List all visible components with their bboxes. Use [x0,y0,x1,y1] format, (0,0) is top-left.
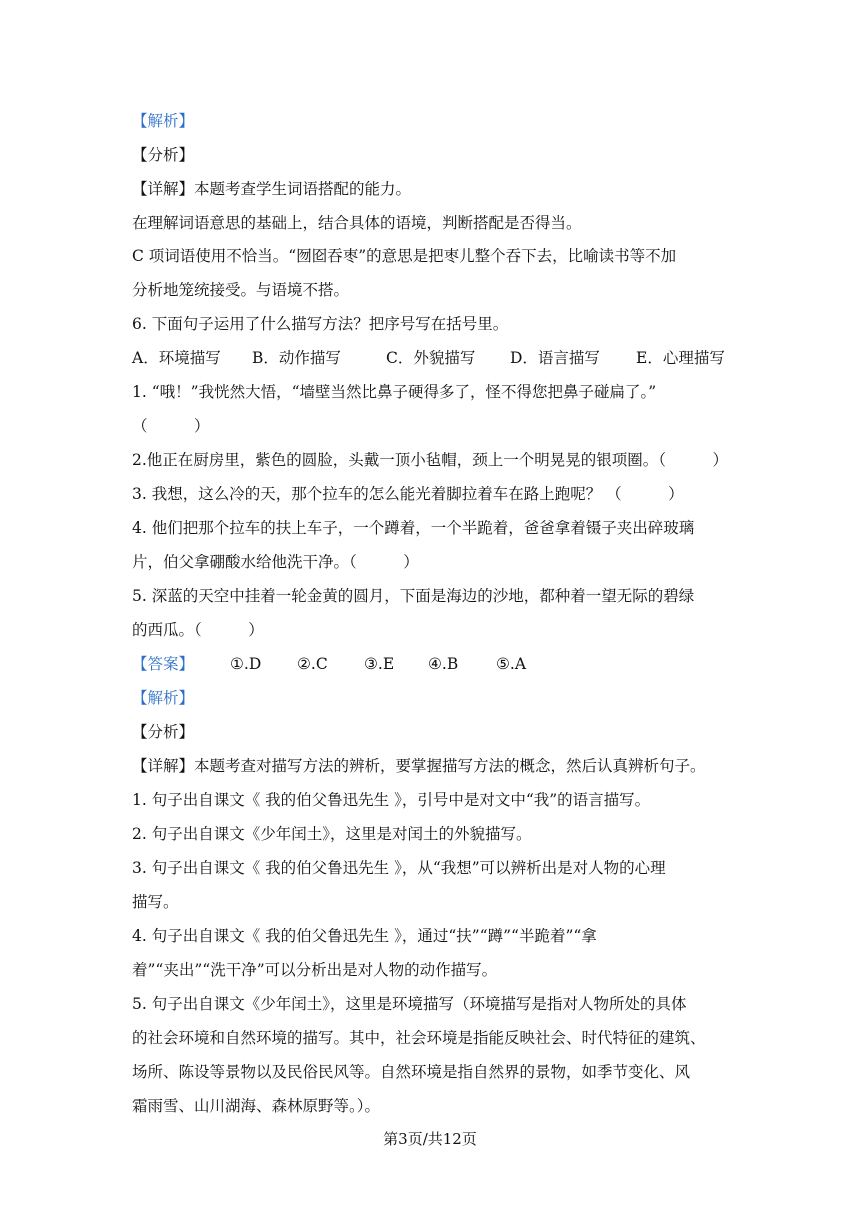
option-c: C．外貌描写 [386,349,476,367]
sentence-3: 3. 我想，这么冷的天，那个拉车的怎么能光着脚拉着车在路上跑呢？ （ ） [132,485,684,503]
page-footer: 第3页/共12页 [383,1130,477,1148]
answer-5: ⑤.A [496,655,527,673]
sentence-2: 2.他正在厨房里，紫色的圆脸，头戴一顶小毡帽，颈上一个明晃晃的银项圈。（ ） [132,451,729,469]
explanation-3-cont: 描写。 [132,893,179,911]
body-line: C 项词语使用不恰当。“囫囵吞枣”的意思是把枣儿整个吞下去，比喻读书等不加 [132,247,677,265]
answer-blank: （ ） [132,417,210,435]
explanation-5: 5. 句子出自课文《少年闰土》，这里是环境描写（环境描写是指对人物所处的具体 [132,995,687,1013]
sentence-5-cont: 的西瓜。（ ） [132,621,264,639]
explanation-5-cont: 的社会环境和自然环境的描写。其中，社会环境是指能反映社会、时代特征的建筑、 [132,1029,706,1047]
explanation-5-cont: 霜雨雪、山川湖海、森林原野等。）。 [132,1097,381,1115]
sentence-4-cont: 片，伯父拿硼酸水给他洗干净。（ ） [132,553,419,571]
question-title: 6. 下面句子运用了什么描写方法？把序号写在括号里。 [132,315,509,333]
jiexi-heading: 【解析】 [132,112,195,130]
explanation-4-cont: 着”“夹出”“洗干净”可以分析出是对人物的动作描写。 [132,961,498,979]
explanation-3: 3. 句子出自课文《 我的伯父鲁迅先生 》，从“我想”可以辨析出是对人物的心理 [132,859,666,877]
sentence-5: 5. 深蓝的天空中挂着一轮金黄的圆月，下面是海边的沙地，都种着一望无际的碧绿 [132,587,695,605]
body-line: 在理解词语意思的基础上，结合具体的语境，判断搭配是否得当。 [132,214,582,232]
explanation-1: 1. 句子出自课文《 我的伯父鲁迅先生 》，引号中是对文中“我”的语言描写。 [132,791,651,809]
xiangjie-line: 【详解】本题考查学生词语搭配的能力。 [132,180,412,198]
fenxi-heading: 【分析】 [132,146,195,164]
explanation-4: 4. 句子出自课文《 我的伯父鲁迅先生 》，通过“扶”“蹲”“半跪着”“拿 [132,927,597,945]
jiexi-heading: 【解析】 [132,689,195,707]
answer-2: ②.C [297,655,328,673]
option-e: E．心理描写 [636,349,725,367]
xiangjie-line: 【详解】本题考查对描写方法的辨析，要掌握描写方法的概念，然后认真辨析句子。 [132,757,706,775]
answer-1: ①.D [230,655,262,673]
explanation-5-cont: 场所、陈设等景物以及民俗民风等。自然环境是指自然界的景物，如季节变化、风 [132,1063,691,1081]
explanation-2: 2. 句子出自课文《少年闰土》，这里是对闰土的外貌描写。 [132,825,532,843]
body-line: 分析地笼统接受。与语境不搭。 [132,281,350,299]
sentence-4: 4. 他们把那个拉车的扶上车子，一个蹲着，一个半跪着，爸爸拿着镊子夹出碎玻璃 [132,519,695,537]
fenxi-heading: 【分析】 [132,723,195,741]
sentence-1: 1. “哦！”我恍然大悟，“墙壁当然比鼻子硬得多了，怪不得您把鼻子碰扁了。” [132,383,657,401]
option-d: D．语言描写 [510,349,600,367]
option-b: B．动作描写 [252,349,341,367]
answer-3: ③.E [364,655,395,673]
option-a: A．环境描写 [132,349,221,367]
answer-4: ④.B [428,655,459,673]
answer-label: 【答案】 [132,655,195,673]
